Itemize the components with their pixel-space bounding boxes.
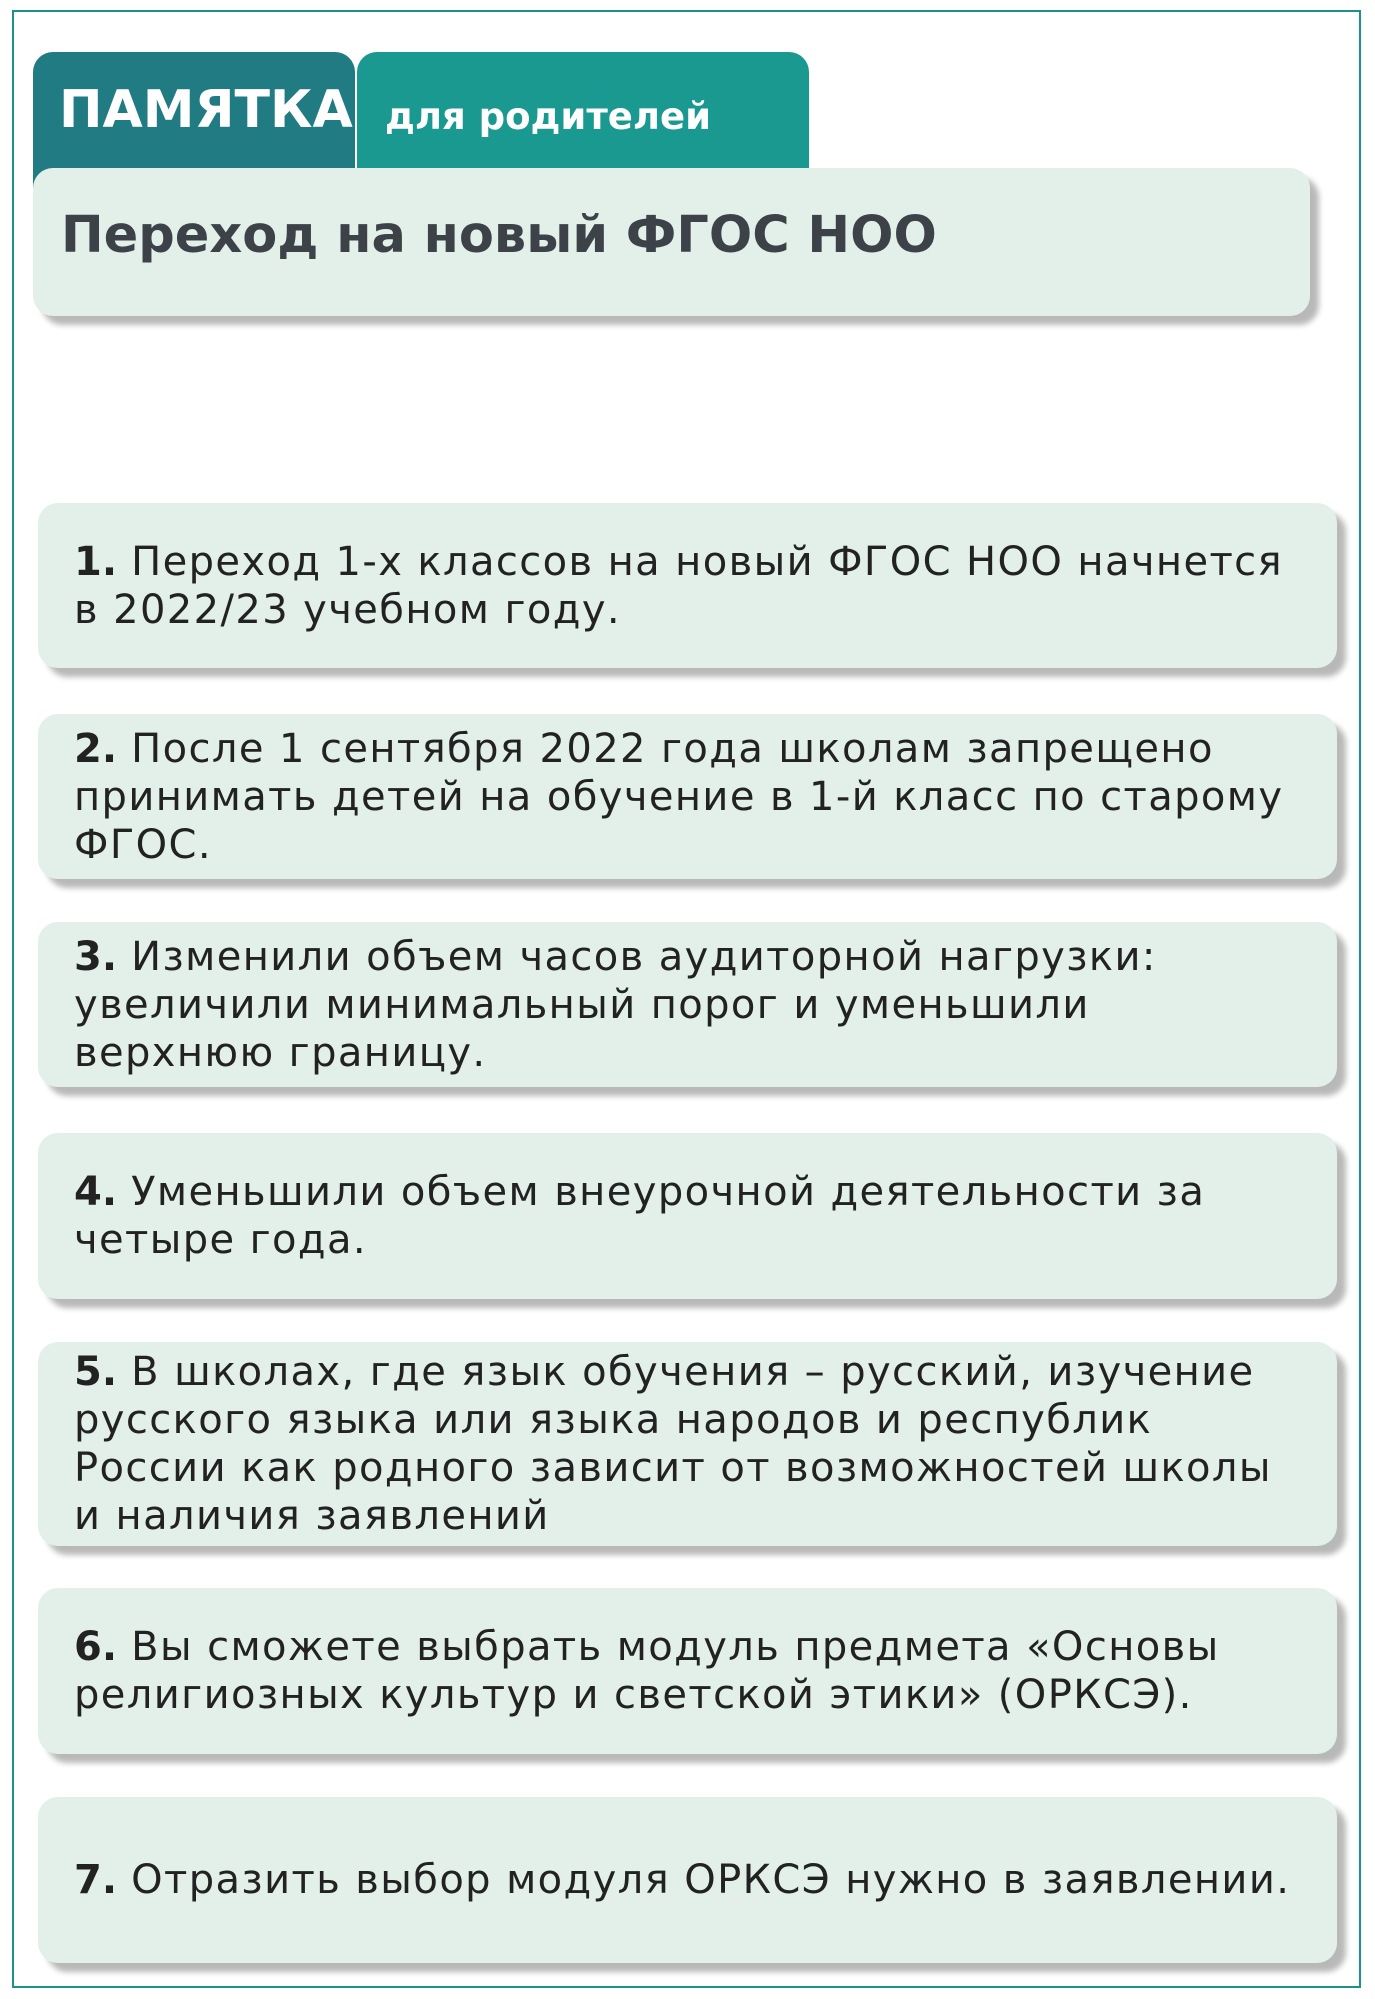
list-item-text xyxy=(74,538,1283,634)
list-item-number: 2. xyxy=(74,725,118,772)
list-item-5 xyxy=(38,1342,1337,1546)
list-item-body: Отразить выбор модуля ОРКСЭ нужно в заявлении. xyxy=(117,1857,1291,1903)
list-item-text xyxy=(74,933,1157,1077)
list-item-body: Переход 1-х классов на новый ФГОС НОО начнется в 2022/23 учебном году. xyxy=(74,538,1284,633)
list-item-4 xyxy=(38,1133,1337,1299)
list-item-7 xyxy=(38,1797,1337,1963)
header-tab-main-label: ПАМЯТКА xyxy=(59,80,353,140)
title-card xyxy=(33,168,1310,316)
list-item-body: Уменьшили объем внеурочной деятельности за четыре года. xyxy=(74,1169,1206,1263)
list-item-body: После 1 сентября 2022 года школам запрещено принимать детей на обучение в 1-й класс по старому ФГОС. xyxy=(74,725,1284,868)
list-item-number: 7. xyxy=(74,1857,118,1903)
list-item-body: Вы сможете выбрать модуль предмета «Основы религиозных культур и светской этики» (ОРКСЭ). xyxy=(74,1624,1220,1718)
list-item-6 xyxy=(38,1588,1337,1754)
list-item-number: 1. xyxy=(74,538,118,585)
list-item-body: В школах, где язык обучения – русский, изучение русского языка или языка народов и республик России как родного зависит от возможностей школы и наличия заявлений xyxy=(74,1349,1272,1539)
list-item-number: 3. xyxy=(74,933,118,980)
list-item-text xyxy=(74,1168,1205,1264)
list-item-number: 5. xyxy=(74,1349,118,1395)
list-item-2 xyxy=(38,714,1337,879)
header-tab-sub-label: для родителей xyxy=(385,95,711,138)
list-item-1 xyxy=(38,503,1337,668)
list-item-text xyxy=(74,1348,1272,1540)
list-item-3 xyxy=(38,922,1337,1087)
list-item-body: Изменили объем часов аудиторной нагрузки: увеличили минимальный порог и уменьшили верхнюю границу. xyxy=(74,933,1157,1076)
list-item-number: 4. xyxy=(74,1169,118,1215)
list-item-text xyxy=(74,725,1283,869)
page-title: Переход на новый ФГОС НОО xyxy=(61,206,937,265)
list-item-text xyxy=(74,1856,1290,1904)
list-item-text xyxy=(74,1623,1220,1719)
list-item-number: 6. xyxy=(74,1624,118,1670)
